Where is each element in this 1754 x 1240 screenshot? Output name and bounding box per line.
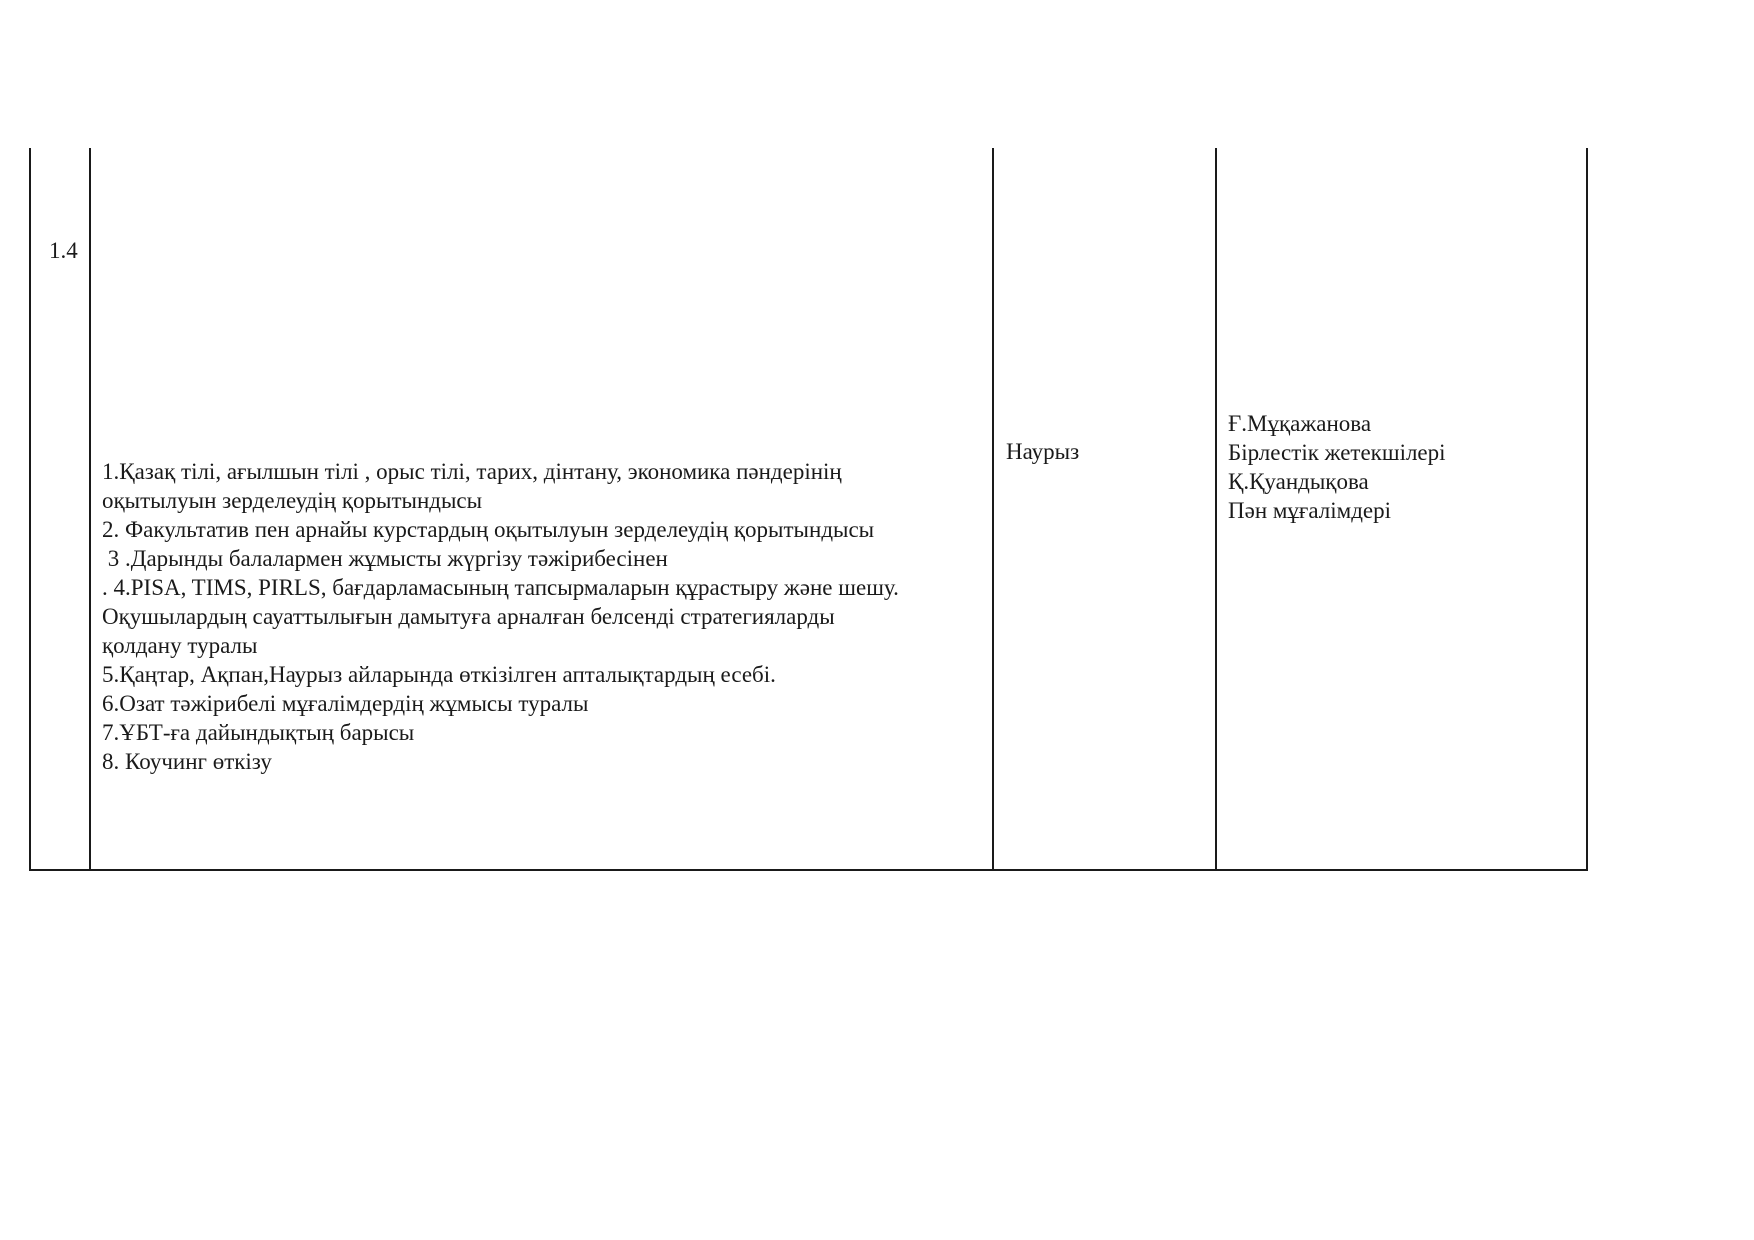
topic-line: 7.ҰБТ-ға дайындықтың барысы	[102, 720, 415, 745]
topic-line: 1.Қазақ тілі, ағылшын тілі , орыс тілі, тарих, дінтану, экономика пәндерінің	[102, 459, 842, 484]
topic-line: 5.Қаңтар, Ақпан,Наурыз айларында өткізілген апталықтардың есебі.	[102, 662, 776, 687]
topic-line: 3 .Дарынды балалармен жұмысты жүргізу тәжірибесінен	[102, 546, 668, 571]
topic-line: 2. Факультатив пен арнайы курстардың оқытылуын зерделеудің қорытындысы	[102, 517, 875, 542]
table-divider-topics	[992, 148, 994, 870]
topic-line: қолдану туралы	[102, 633, 258, 658]
responsible-line: Ғ.Мұқажанова	[1228, 411, 1372, 436]
topic-line: Оқушылардың сауаттылығын дамытуға арналған белсенді стратегияларды	[102, 604, 835, 629]
responsible-cell	[1228, 409, 1446, 525]
table-divider-number	[89, 148, 91, 870]
table-divider-month	[1215, 148, 1217, 870]
table-border-right	[1586, 148, 1588, 870]
row-number: 1.4	[49, 238, 78, 263]
table-border-left	[29, 148, 31, 870]
topic-line: . 4.PISA, TIMS, PIRLS, бағдарламасының тапсырмаларын құрастыру және шешу.	[102, 575, 899, 600]
topics-cell	[102, 457, 899, 776]
topic-line: оқытылуын зерделеудің қорытындысы	[102, 488, 483, 513]
responsible-line: Бірлестік жетекшілері	[1228, 440, 1446, 465]
responsible-line: Пән мұғалімдері	[1228, 498, 1391, 523]
table-border-bottom	[29, 869, 1588, 871]
month-cell: Наурыз	[1006, 439, 1080, 464]
topic-line: 6.Озат тәжірибелі мұғалімдердің жұмысы туралы	[102, 691, 589, 716]
responsible-line: Қ.Қуандықова	[1228, 469, 1369, 494]
topic-line: 8. Коучинг өткізу	[102, 749, 272, 774]
